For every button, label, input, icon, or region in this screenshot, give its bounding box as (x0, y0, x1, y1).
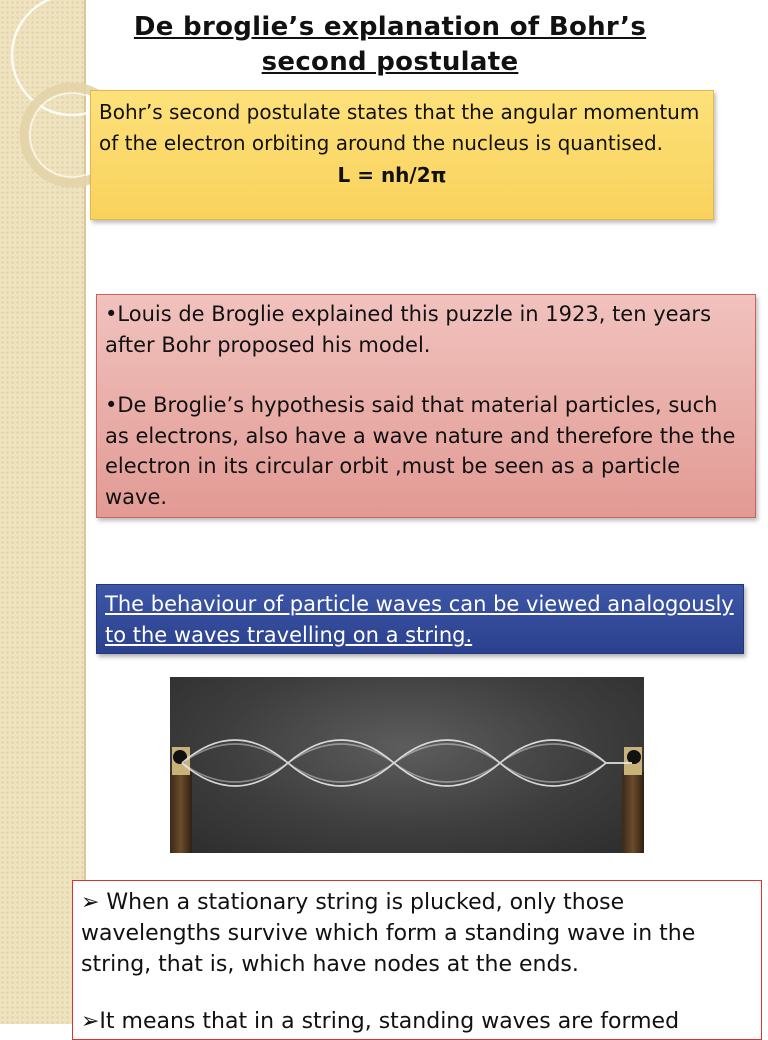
string-point-2: ➢It means that in a string, standing waves are formed (81, 1009, 680, 1034)
string-explanation-box (72, 880, 762, 1040)
de-broglie-point-2: •De Broglie’s hypothesis said that material particles, such as electrons, also have a wave nature and therefore the the electron in its circular orbit ,must be seen as a particle wave. (105, 393, 736, 509)
de-broglie-point-1: •Louis de Broglie explained this puzzle in 1923, ten years after Bohr proposed his model. (105, 302, 712, 357)
postulate-text: Bohr’s second postulate states that the angular momentum of the electron orbiting around the nucleus is quantised. (99, 100, 700, 155)
string-point-1: ➢ When a stationary string is plucked, only those wavelengths survive which form a standing wave in the string, that is, which have nodes at the ends. (81, 890, 696, 977)
postulate-box (90, 90, 714, 220)
standing-wave-illustration (170, 677, 644, 853)
analogy-text: The behaviour of particle waves can be viewed analogously to the waves travelling on a string. (105, 592, 734, 647)
standing-wave-string-photo (170, 677, 644, 853)
de-broglie-box (96, 294, 756, 518)
page-title: De broglie’s explanation of Bohr’s second postulate (133, 12, 647, 77)
angular-momentum-formula: L = nh/2π (337, 163, 447, 187)
analogy-box (96, 584, 744, 654)
